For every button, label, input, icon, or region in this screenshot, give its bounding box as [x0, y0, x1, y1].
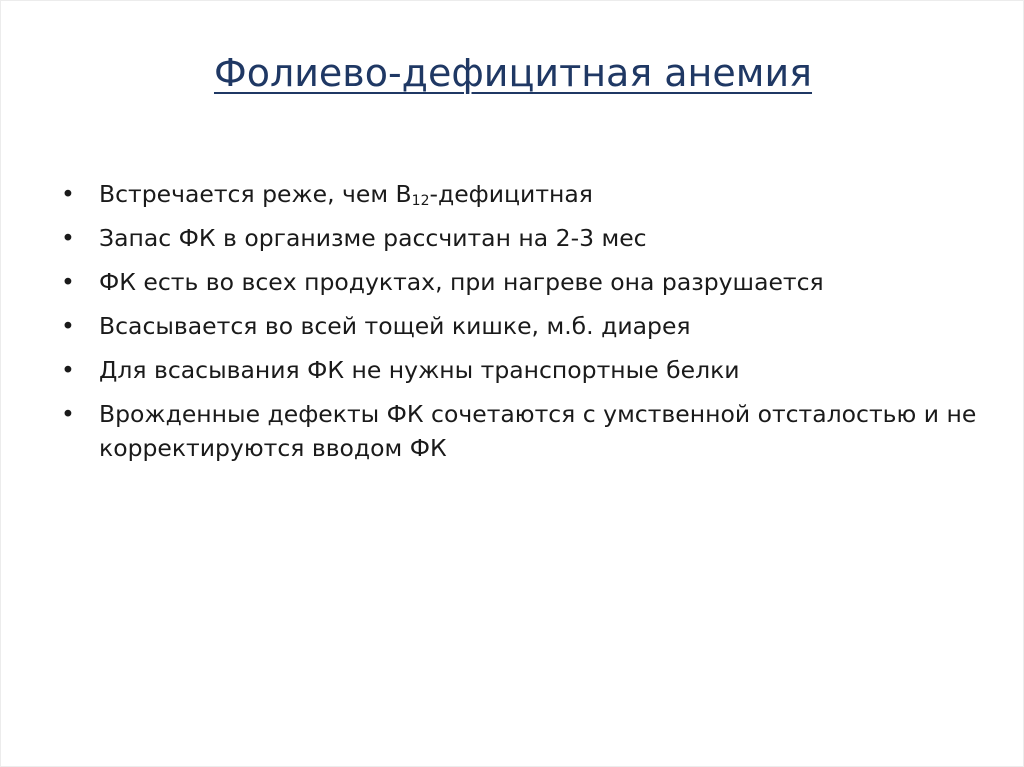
bullet-item	[61, 177, 981, 211]
bullet-item	[61, 353, 981, 387]
bullet-text: Врожденные дефекты ФК сочетаются с умственной отсталостью и не корректируются вводом ФК	[99, 400, 977, 462]
bullet-item	[61, 309, 981, 343]
bullet-item	[61, 221, 981, 255]
bullet-text-part: -дефицитная	[429, 180, 593, 208]
bullet-marker: •	[61, 180, 75, 208]
bullet-list	[61, 177, 981, 475]
subscript: 12	[411, 193, 430, 209]
bullet-item	[61, 265, 981, 299]
bullet-text	[99, 180, 593, 208]
bullet-marker: •	[61, 224, 75, 252]
slide-title-text: Фолиево-дефицитная анемия	[213, 51, 813, 95]
bullet-text: Для всасывания ФК не нужны транспортные белки	[99, 356, 740, 384]
bullet-text: ФК есть во всех продуктах, при нагреве она разрушается	[99, 268, 824, 296]
bullet-item	[61, 397, 981, 465]
bullet-marker: •	[61, 268, 75, 296]
bullet-marker: •	[61, 312, 75, 340]
bullet-marker: •	[61, 356, 75, 384]
slide-title	[1, 47, 1024, 99]
bullet-text: Всасывается во всей тощей кишке, м.б. диарея	[99, 312, 691, 340]
bullet-text-part: Встречается реже, чем B	[99, 180, 412, 208]
bullet-marker: •	[61, 400, 75, 428]
bullet-text: Запас ФК в организме рассчитан на 2-3 мес	[99, 224, 647, 252]
